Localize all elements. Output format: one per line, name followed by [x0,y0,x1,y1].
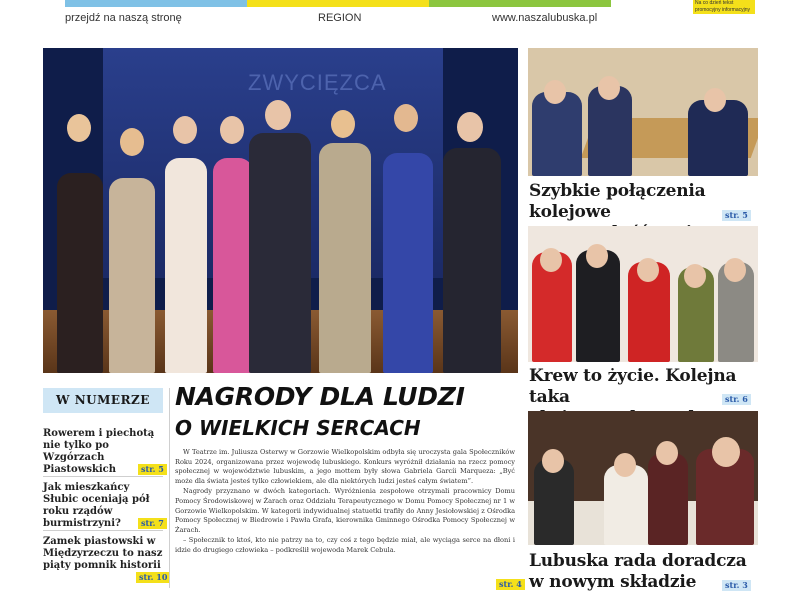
side-photo-meeting [528,48,758,176]
person-figure [109,178,155,373]
person-head [120,128,144,156]
main-article-body [175,448,515,557]
side-headline-council-line2: w nowym składzie [529,572,697,592]
header-bar-blue [65,0,247,7]
in-issue-page-castle: str. 10 [136,572,170,583]
person-head [457,112,483,142]
main-headline[interactable]: NAGRODY DLA LUDZI [175,382,465,411]
side-headline-council-line1: Lubuska rada doradcza [529,551,747,571]
article-paragraph: Nagrody przyznano w dwóch kategoriach. Wyróżnienia zespołowe otrzymali pracownicy Domu Pomocy Środowiskowej w Żarach oraz Oddziału Terapeutycznego w Domu Pomocy Społecznej nr 1 w Gorzowie Wielkopolskim. W kategorii indywidualnej statuetki trafiły do Anny Jesiołowskiej z Ośrodka Pomocy Społecznej w Biedrowie i Pawła Grafa, kierownika Gminnego Ośrodka Pomocy Społecznej w Żarach. [175,487,515,534]
header-bar-green [429,0,611,7]
header-bar-yellow [247,0,429,7]
side-page-ref-rail: str. 5 [722,210,751,221]
in-issue-page-slubice: str. 7 [138,518,167,529]
person-head [540,248,562,272]
side-headline-rail-line1: Szybkie połączenia kolejowe [529,181,706,222]
header-left-text[interactable]: przejdź na naszą stronę [65,12,182,24]
person-head [684,264,706,288]
person-figure [532,92,582,176]
person-head [394,104,418,132]
side-headline-blood-line1: Krew to życie. Kolejna taka [529,366,737,407]
person-figure [648,453,688,545]
person-figure [383,153,433,373]
column-divider [169,388,170,588]
person-head [637,258,659,282]
person-head [704,88,726,112]
side-page-ref-council: str. 3 [722,580,751,591]
side-page-ref-blood: str. 6 [722,394,751,405]
person-head [220,116,244,144]
person-head [265,100,291,130]
header-section-label: REGION [318,12,362,24]
person-head [614,453,636,477]
person-figure [249,133,311,373]
person-head [724,258,746,282]
person-figure [443,148,501,373]
person-figure [165,158,207,373]
person-head [67,114,91,142]
person-head [173,116,197,144]
in-issue-page-cycling: str. 5 [138,464,167,475]
main-photo [43,48,518,373]
article-paragraph: – Społecznik to ktoś, kto nie patrzy na to, czy coś z tego będzie miał, ale wyciąga serce na dłoni i idzie do drugiego człowieka – podkreślił wojewoda Marek Cebula. [175,536,515,554]
in-issue-item-slubice[interactable]: Jak mieszkańcy Słubic oceniają pół roku rządów burmistrzyni? [43,482,150,529]
person-head [586,244,608,268]
side-photo-blood-drive [528,226,758,362]
person-figure [57,173,103,373]
person-figure [213,158,253,373]
person-figure [604,465,648,545]
person-head [656,441,678,465]
person-head [331,110,355,138]
main-subheadline[interactable]: O WIELKICH SERCACH [175,416,421,440]
person-head [712,437,740,467]
person-head [544,80,566,104]
stage-banner: ZWYCIĘZCA [248,70,387,95]
in-issue-divider [43,530,163,531]
article-paragraph: W Teatrze im. Juliusza Osterwy w Gorzowie Wielkopolskim odbyła się uroczysta gala Społeczników Roku 2024, organizowana przez wojewodę lubuskiego. Konkurs wyróżnił działania na rzecz pomocy społecznej w województwie lubuskim, a jego mottem były słowa Gabriela Garcíi Marqueza: „Być może dla świata jesteś tylko człowiekiem, ale dla niektórych ludzi jesteś całym światem”. [175,448,515,485]
person-head [542,449,564,473]
side-photo-council [528,411,758,545]
main-article-page-ref: str. 4 [496,579,525,590]
person-head [598,76,620,100]
header-website-link[interactable]: www.naszalubuska.pl [492,12,598,24]
in-issue-item-castle[interactable]: Zamek piastowski w Międzyrzeczu to nasz piąty pomnik historii [43,536,163,571]
in-issue-divider [43,476,163,477]
in-issue-item-cycling[interactable]: Rowerem i piechotą nie tylko po Wzgórzach Piastowskich [43,428,155,475]
header-badge: Na co dzień tekst promocyjny informacyjny [693,0,755,14]
in-issue-heading: W NUMERZE [43,388,163,413]
person-figure [319,143,371,373]
